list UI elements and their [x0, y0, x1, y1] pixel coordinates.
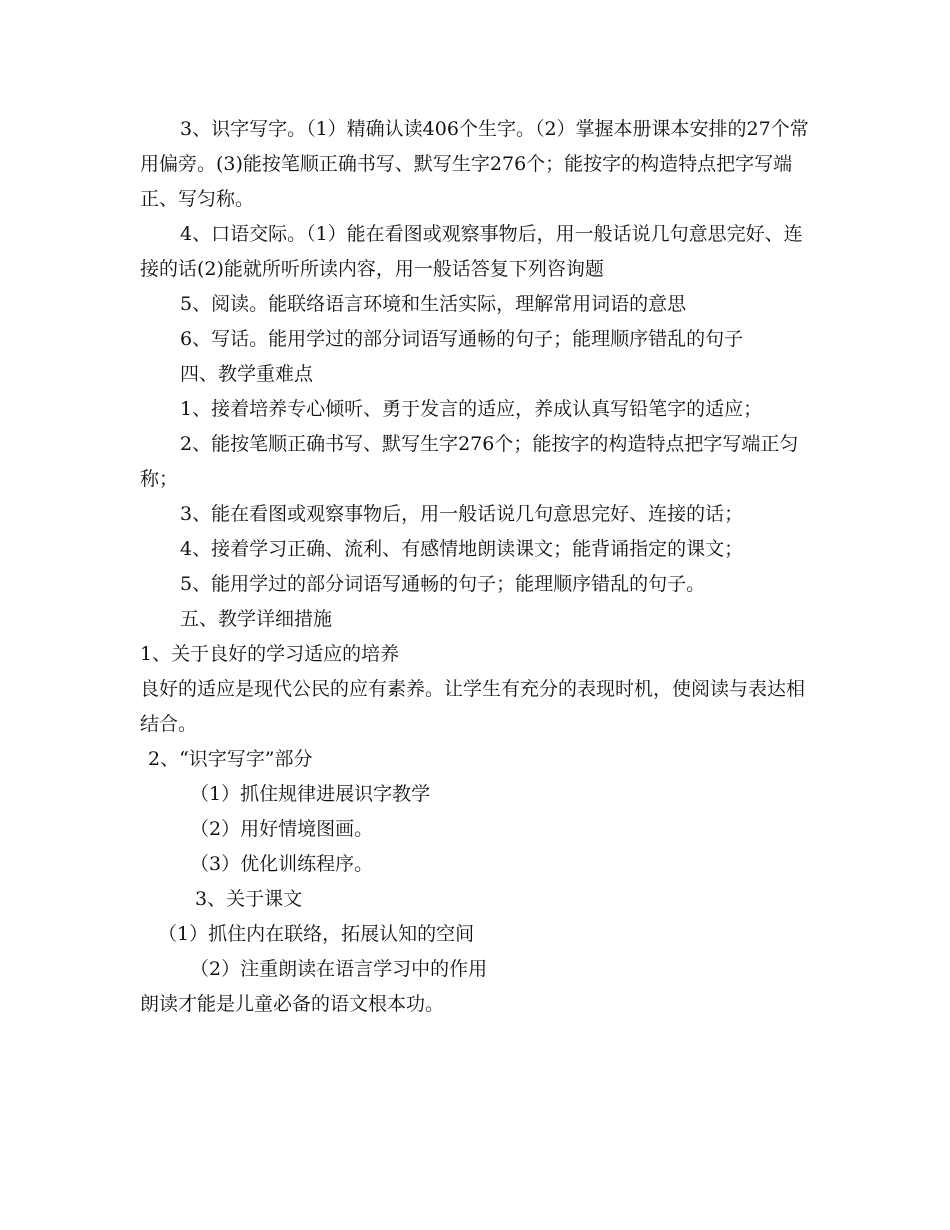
- key-point-4: 4、接着学习正确、流利、有感情地朗读课文；能背诵指定的课文；: [180, 538, 744, 560]
- paragraph-literacy: 3、识字写字。（1）精确认读406个生字。（2）掌握本册课本安排的27个常用偏旁。(3)能按笔顺正确书写、默写生字276个；能按字的构造特点把字写端正、写匀称。: [140, 118, 809, 210]
- section-heading-key-points: 四、教学重难点: [180, 363, 314, 385]
- paragraph-oral-communication: 4、口语交际。（1）能在看图或观察事物后，用一般话说几句意思完好、连接的话(2)能就所听所读内容，用一般话答复下列咨询题: [140, 223, 803, 280]
- measure-3-item-2: （2）注重朗读在语言学习中的作用: [190, 958, 488, 980]
- key-point-3: 3、能在看图或观察事物后，用一般话说几句意思完好、连接的话；: [180, 503, 744, 525]
- measure-3-heading: 3、关于课文: [195, 888, 303, 910]
- measure-1-heading: 1、关于良好的学习适应的培养: [140, 643, 400, 665]
- paragraph-reading: 5、阅读。能联络语言环境和生活实际，理解常用词语的意思: [180, 293, 687, 315]
- measure-2-item-1: （1）抓住规律进展识字教学: [190, 783, 431, 805]
- measure-3-text: 朗读才能是儿童必备的语文根本功。: [140, 993, 445, 1015]
- measure-1-text: 良好的适应是现代公民的应有素养。让学生有充分的表现时机，使阅读与表达相结合。: [140, 678, 806, 735]
- measure-2-item-3: （3）优化训练程序。: [190, 853, 374, 875]
- paragraph-writing: 6、写话。能用学过的部分词语写通畅的句子；能理顺序错乱的句子: [180, 328, 744, 350]
- measure-3-item-1: （1）抓住内在联络，拓展认知的空间: [158, 923, 475, 945]
- key-point-2: 2、能按笔顺正确书写、默写生字276个；能按字的构造特点把字写端正匀称；: [140, 433, 799, 490]
- key-point-5: 5、能用学过的部分词语写通畅的句子；能理顺序错乱的句子。: [180, 573, 706, 595]
- measure-2-heading: 2、“识字写字”部分: [148, 748, 313, 770]
- measure-2-item-2: （2）用好情境图画。: [190, 818, 374, 840]
- document-body: [140, 112, 820, 1022]
- key-point-1: 1、接着培养专心倾听、勇于发言的适应，养成认真写铅笔字的适应；: [180, 398, 763, 420]
- section-heading-measures: 五、教学详细措施: [180, 608, 333, 630]
